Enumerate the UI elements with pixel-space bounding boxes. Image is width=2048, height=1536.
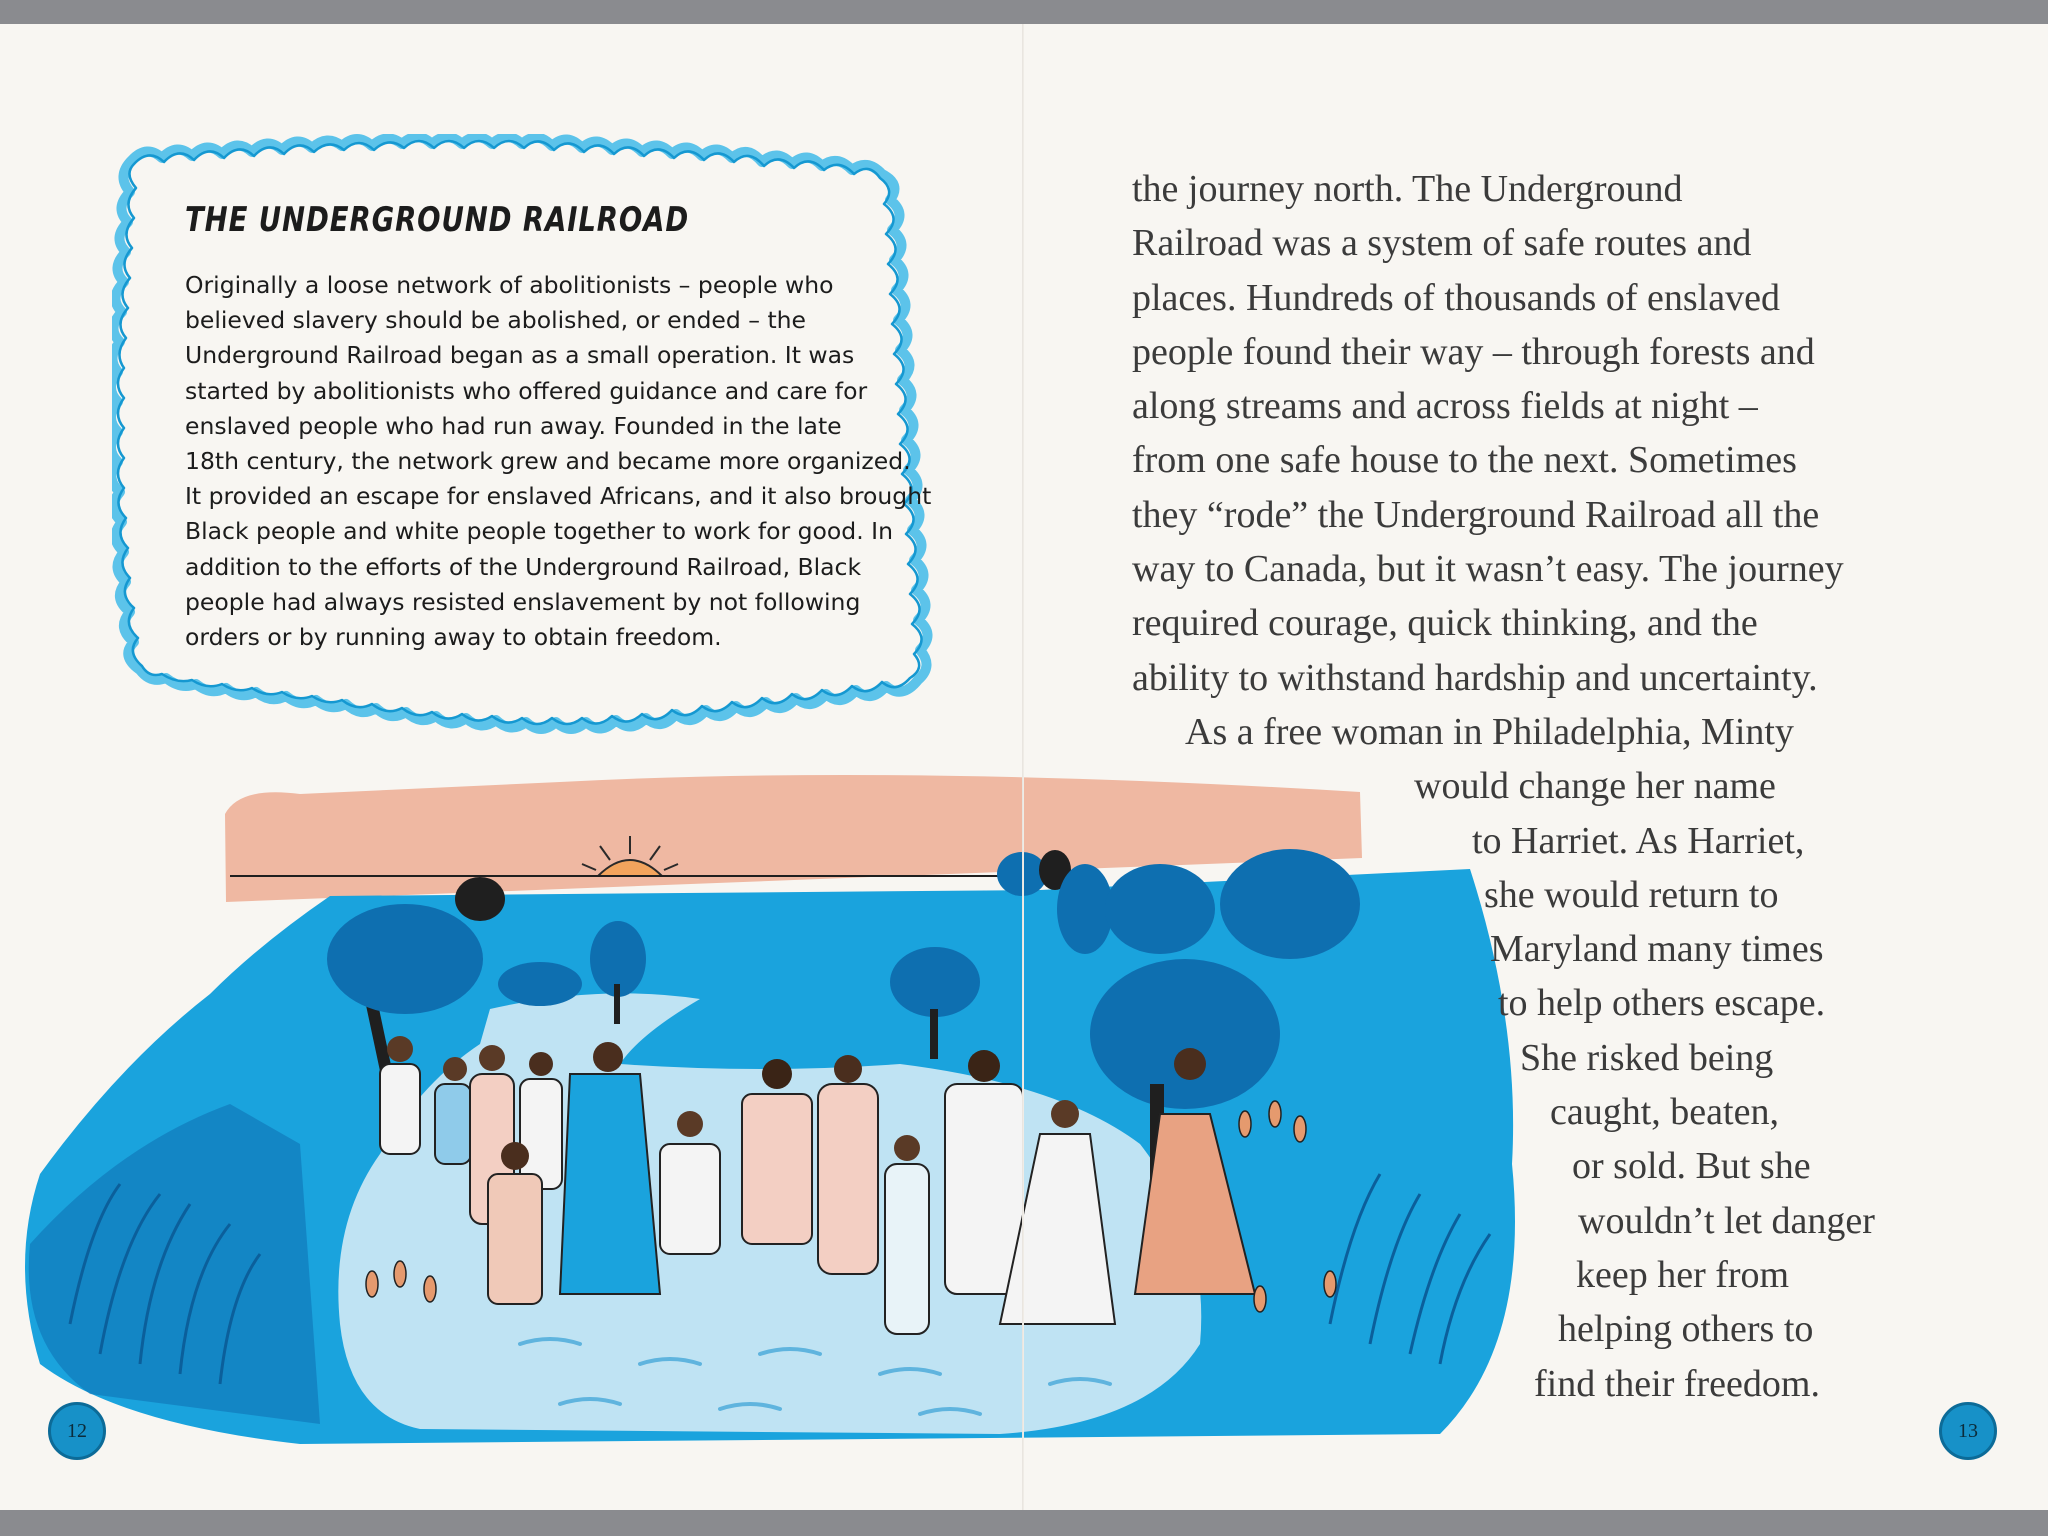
story-line: along streams and across fields at night – bbox=[1132, 385, 1758, 428]
fact-line: Underground Railroad began as a small operation. It was bbox=[185, 341, 855, 370]
fact-box bbox=[112, 134, 948, 740]
page-gutter bbox=[1022, 24, 1024, 1510]
fact-line: believed slavery should be abolished, or ended – the bbox=[185, 306, 807, 335]
fact-line: addition to the efforts of the Underground Railroad, Black bbox=[185, 552, 862, 581]
story-line: to Harriet. As Harriet, bbox=[1472, 819, 1805, 862]
story-line: wouldn’t let danger bbox=[1578, 1199, 1875, 1242]
page-number-left: 12 bbox=[48, 1402, 106, 1460]
fact-line: started by abolitionists who offered guidance and care for bbox=[185, 376, 868, 405]
story-line: from one safe house to the next. Sometimes bbox=[1132, 439, 1797, 482]
book-spread bbox=[0, 24, 2048, 1510]
page-number-right: 13 bbox=[1939, 1402, 1997, 1460]
story-line: She risked being bbox=[1520, 1036, 1774, 1079]
story-line: the journey north. The Underground bbox=[1132, 168, 1683, 210]
story-line: or sold. But she bbox=[1572, 1145, 1811, 1188]
story-line: find their freedom. bbox=[1534, 1362, 1820, 1405]
story-line: they “rode” the Underground Railroad all the bbox=[1132, 493, 1820, 536]
fact-box-title: THE UNDERGROUND RAILROAD bbox=[185, 200, 690, 240]
story-line: places. Hundreds of thousands of enslaved bbox=[1132, 276, 1780, 319]
story-line: helping others to bbox=[1558, 1308, 1814, 1351]
story-line: would change her name bbox=[1414, 765, 1776, 808]
fact-line: 18th century, the network grew and became more organized. bbox=[185, 447, 911, 476]
story-line: she would return to bbox=[1484, 873, 1779, 916]
story-line: As a free woman in Philadelphia, Minty bbox=[1185, 710, 1794, 753]
story-line: Maryland many times bbox=[1490, 928, 1824, 971]
fact-line: Black people and white people together to work for good. In bbox=[185, 517, 893, 546]
fact-line: people had always resisted enslavement by not following bbox=[185, 587, 861, 616]
story-line: keep her from bbox=[1576, 1253, 1790, 1296]
fact-line: orders or by running away to obtain freedom. bbox=[185, 623, 722, 652]
story-line: to help others escape. bbox=[1498, 982, 1826, 1025]
story-line: ability to withstand hardship and uncertainty. bbox=[1132, 656, 1818, 699]
fact-line: enslaved people who had run away. Founded in the late bbox=[185, 411, 842, 440]
story-text bbox=[1132, 162, 1932, 1411]
fact-line: It provided an escape for enslaved Africans, and it also brought bbox=[185, 482, 932, 511]
story-line: way to Canada, but it wasn’t easy. The journey bbox=[1132, 548, 1844, 591]
story-line: required courage, quick thinking, and the bbox=[1132, 602, 1758, 645]
story-line: caught, beaten, bbox=[1550, 1091, 1779, 1134]
story-line: Railroad was a system of safe routes and bbox=[1132, 222, 1752, 265]
fact-box-body bbox=[185, 268, 932, 655]
story-line: people found their way – through forests and bbox=[1132, 330, 1815, 373]
fact-line: Originally a loose network of abolitionists – people who bbox=[185, 271, 834, 299]
